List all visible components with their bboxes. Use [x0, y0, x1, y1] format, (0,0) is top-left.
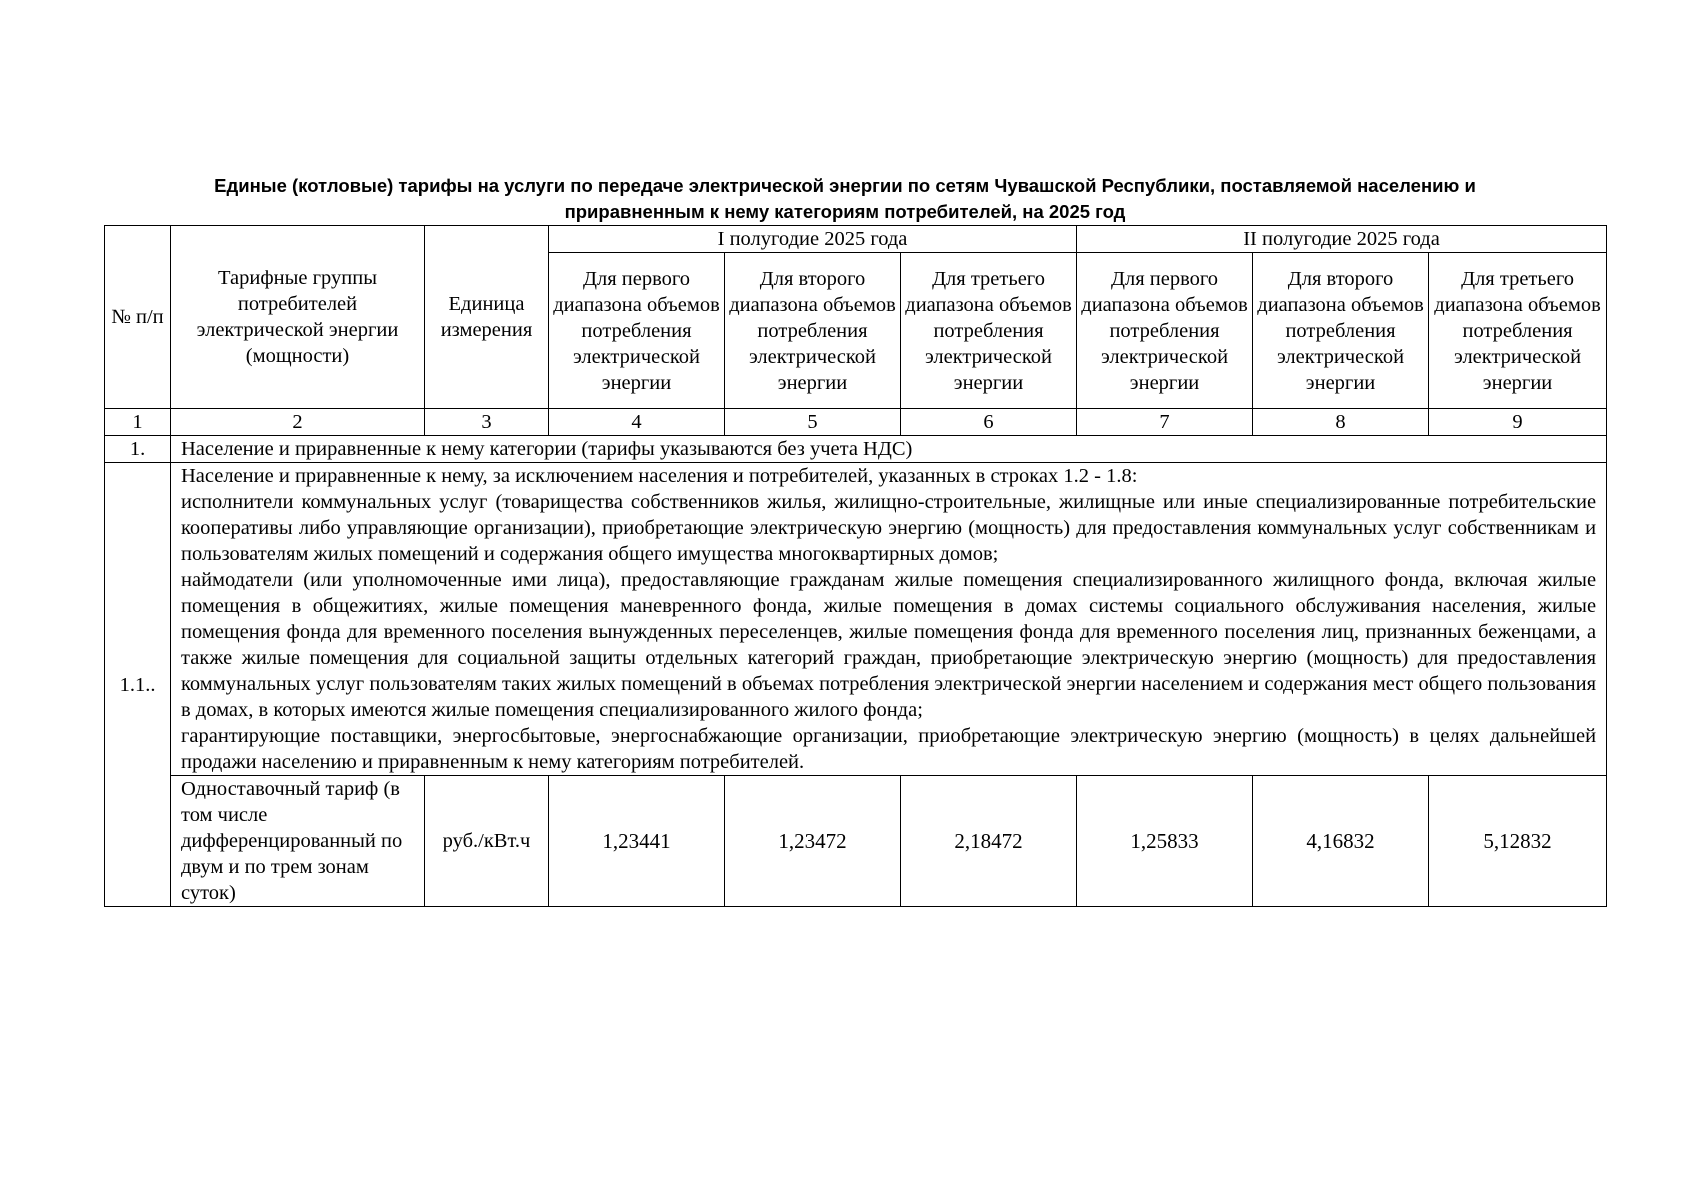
col-number-9: 9: [1429, 409, 1607, 436]
tariff-row: [105, 776, 1607, 907]
tariff-value-h2-range1: 1,25833: [1077, 776, 1253, 907]
section-1-1-paragraph-4: гарантирующие поставщики, энергосбытовые, энергоснабжающие организации, приобретающие электрическую энергию (мощность) в целях дальнейшей продажи населению и приравненным к нему категориям потребителей.: [181, 725, 1597, 773]
header-half-1: I полугодие 2025 года: [549, 226, 1077, 253]
tariff-table: [104, 225, 1607, 907]
col-number-7: 7: [1077, 409, 1253, 436]
col-number-6: 6: [901, 409, 1077, 436]
section-1-label: Население и приравненные к нему категории (тарифы указываются без учета НДС): [171, 436, 1607, 463]
section-1-num: 1.: [105, 436, 171, 463]
header-half-2: II полугодие 2025 года: [1077, 226, 1607, 253]
section-1-1-paragraph-2: исполнители коммунальных услуг (товарищества собственников жилья, жилищно-строительные, жилищные или иные специализированные потребительские кооперативы либо управляющие организации), приобретающие электрическую энергию (мощность) для предоставления коммунальных услуг собственникам и пользователям жилых помещений и содержания общего имущества многоквартирных домов;: [181, 491, 1597, 565]
header-range-2-3: Для третьего диапазона объемов потребления электрической энергии: [1429, 253, 1607, 409]
col-number-4: 4: [549, 409, 725, 436]
tariff-value-h2-range3: 5,12832: [1429, 776, 1607, 907]
header-range-1-2: Для второго диапазона объемов потребления электрической энергии: [725, 253, 901, 409]
tariff-value-h1-range2: 1,23472: [725, 776, 901, 907]
col-number-2: 2: [171, 409, 425, 436]
tariff-value-h2-range2: 4,16832: [1253, 776, 1429, 907]
section-1-1-description: [171, 463, 1607, 776]
header-range-2-2: Для второго диапазона объемов потребления электрической энергии: [1253, 253, 1429, 409]
header-range-1-1: Для первого диапазона объемов потребления электрической энергии: [549, 253, 725, 409]
header-unit: Единица измерения: [425, 226, 549, 409]
tariff-name: Одноставочный тариф (в том числе дифференцированный по двум и по трем зонам суток): [171, 776, 425, 907]
column-number-row: [105, 409, 1607, 436]
header-range-1-3: Для третьего диапазона объемов потребления электрической энергии: [901, 253, 1077, 409]
section-1-1-num: 1.1..: [105, 463, 171, 907]
title-line-2: приравненным к нему категориям потребителей, на 2025 год: [564, 201, 1126, 222]
header-range-2-1: Для первого диапазона объемов потребления электрической энергии: [1077, 253, 1253, 409]
section-1-1-description-row: [105, 463, 1607, 776]
section-1-row: [105, 436, 1607, 463]
col-number-1: 1: [105, 409, 171, 436]
tariff-value-h1-range3: 2,18472: [901, 776, 1077, 907]
col-number-3: 3: [425, 409, 549, 436]
header-group: Тарифные группы потребителей электрической энергии (мощности): [171, 226, 425, 409]
tariff-value-h1-range1: 1,23441: [549, 776, 725, 907]
col-number-5: 5: [725, 409, 901, 436]
header-num: № п/п: [105, 226, 171, 409]
col-number-8: 8: [1253, 409, 1429, 436]
tariff-unit: руб./кВт.ч: [425, 776, 549, 907]
section-1-1-paragraph-3: наймодатели (или уполномоченные ими лица), предоставляющие гражданам жилые помещения специализированного жилищного фонда, включая жилые помещения в общежитиях, жилые помещения маневренного фонда, жилые помещения в домах системы социального обслуживания населения, жилые помещения фонда для временного поселения вынужденных переселенцев, жилые помещения фонда для временного поселения лиц, признанных беженцами, а также жилые помещения для социальной защиты отдельных категорий граждан, приобретающие электрическую энергию (мощность) для предоставления коммунальных услуг пользователям таких жилых помещений в объемах потребления электрической энергии населением и содержания мест общего пользования в домах, в которых имеются жилые помещения специализированного жилого фонда;: [181, 569, 1597, 721]
title-line-1: Единые (котловые) тарифы на услуги по передаче электрической энергии по сетям Чувашской Республики, поставляемой населению и: [214, 175, 1476, 196]
page-title: [140, 173, 1550, 225]
section-1-1-paragraph-1: Население и приравненные к нему, за исключением населения и потребителей, указанных в строках 1.2 - 1.8:: [181, 465, 1138, 487]
